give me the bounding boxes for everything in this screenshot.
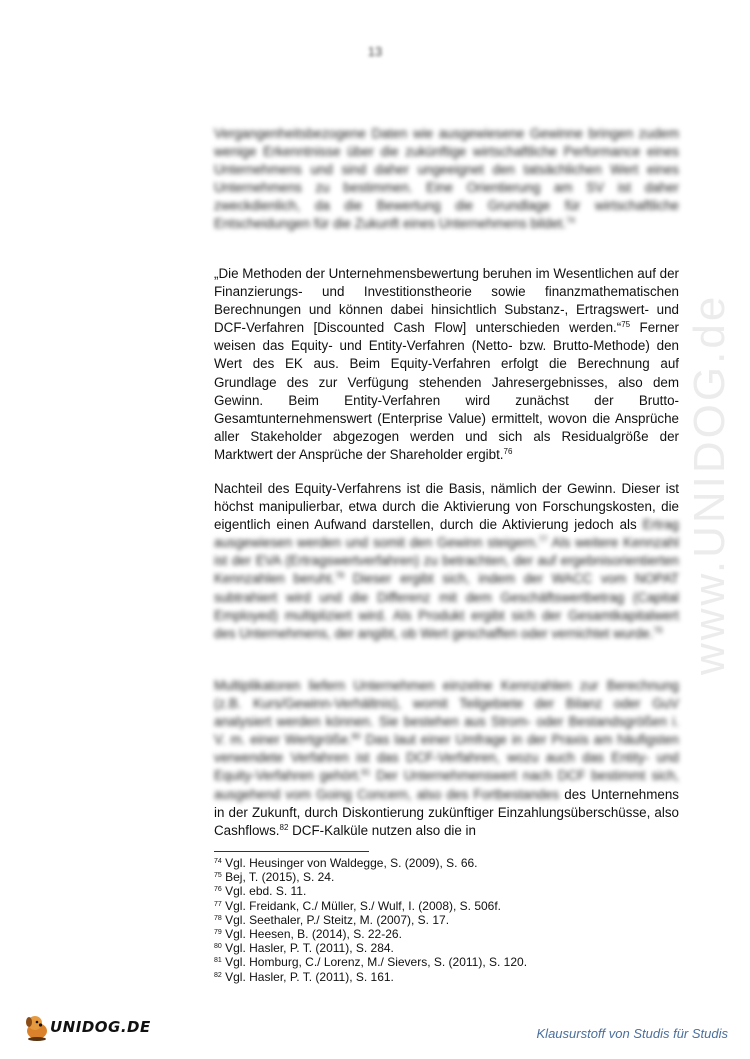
footnote-number: 77 xyxy=(214,900,222,908)
footnote-82 xyxy=(214,970,679,984)
footnote-text: Vgl. Hasler, P. T. (2011), S. 161. xyxy=(221,969,394,984)
paragraph-2-text xyxy=(214,265,679,464)
footnote-text: Vgl. Seethaler, P./ Steitz, M. (2007), S. 17. xyxy=(221,912,450,927)
paragraph-2 xyxy=(214,265,679,464)
text-run: Als weitere Kennzahl ist der EVA (Ertragswertverfahren) zu betrachten, der auf ergebnisorientierten Kennzahlen beruht. xyxy=(214,535,679,587)
text-run: Multiplikatoren liefern Unternehmen einzelne Kennzahlen zur Berechnung (z.B. Kurs/Gewinn-Verhältnis), womit Teilgebiete der Bilanz oder GuV analysiert werden können. Sie bestehen aus Strom- oder Bestandsgrößen i. V. m. einer Wertgröße. xyxy=(214,678,679,748)
text-run: Ferner weisen das Equity- und Entity-Verfahren (Netto- bzw. Brutto-Methode) den Wert des EK aus. Beim Equity-Verfahren erfolgt die Berechnung auf Grundlage des zur Verfügung stehenden Jahresergebnisses, also dem Gewinn. Beim Entity-Verfahren wird zunächst der Brutto-Gesamtunternehmenswert (Enterprise Value) ermittelt, wovon die Ansprüche aller Stakeholder abgezogen werden und sich als Residualgröße der Marktwert der Ansprüche der Shareholder ergibt. xyxy=(214,320,679,462)
footnote-ref-76[interactable]: 76 xyxy=(503,446,513,456)
footer-tagline: Klausurstoff von Studis für Studis xyxy=(536,1026,728,1041)
text-run: Dieser ergibt sich, indem der WACC vom NOPAT subtrahiert wird und die Differenz mit dem Geschäftswertbetrag (Capital Employed) multipliziert wird. Als Produkt ergibt sich der Gesamtkapitalwert des Unternehmens, der angibt, ob Wert geschaffen oder vernichtet wurde. xyxy=(214,571,679,641)
footnote-ref-77[interactable]: 77 xyxy=(538,535,548,545)
footnote-80 xyxy=(214,941,679,955)
paragraph-4-blurred-text xyxy=(214,678,679,802)
text-run: Vergangenheitsbezogene Daten wie ausgewiesene Gewinne bringen zudem wenige Erkenntnisse über die zukünftige wirtschaftliche Performance eines Unternehmens und sind daher ungeeignet den tatsächlichen Wert eines Unternehmens zu bestimmen. Eine Orientierung am SV ist daher zweckdienlich, da die Bewertung die Grundlage für wirtschaftliche Entscheidungen für die Zukunft eines Unternehmens bildet. xyxy=(214,126,679,232)
footnote-ref-81[interactable]: 81 xyxy=(361,768,371,778)
dog-mascot-icon xyxy=(22,1012,52,1042)
footnote-78 xyxy=(214,913,679,927)
footnote-ref-75[interactable]: 75 xyxy=(621,320,631,330)
text-run: „Die Methoden der Unternehmensbewertung beruhen im Wesentlichen auf der Finanzierungs- und Investitionstheorie sowie finanzmathematischen Berechnungen und können dabei hinsichtlich Substanz-, Ertragswert- und DCF-Verfahren [Discounted Cash Flow] unterschieden werden.“ xyxy=(214,266,679,336)
footnote-ref-79[interactable]: 79 xyxy=(653,625,663,635)
footnote-79 xyxy=(214,927,679,941)
unidog-logo[interactable] xyxy=(22,1012,151,1042)
footnote-ref-80[interactable]: 80 xyxy=(351,732,361,742)
footnote-number: 80 xyxy=(214,943,222,951)
footnote-number: 74 xyxy=(214,858,222,865)
logo-text: UNIDOG.DE xyxy=(50,1018,151,1036)
footnote-ref-78[interactable]: 78 xyxy=(335,571,345,581)
paragraph-1-text xyxy=(214,125,679,234)
footnote-number: 75 xyxy=(214,872,222,880)
text-run: DCF-Kalküle nutzen also die in xyxy=(288,822,476,838)
footnote-81 xyxy=(214,955,679,969)
footnote-text: Vgl. Heesen, B. (2014), S. 22-26. xyxy=(221,927,402,942)
footnote-text: Bej, T. (2015), S. 24. xyxy=(221,870,335,885)
paragraph-3-blurred-text xyxy=(214,517,679,641)
footnote-text: Vgl. Hasler, P. T. (2011), S. 284. xyxy=(221,941,394,956)
footnotes xyxy=(214,856,679,984)
footnote-text: Vgl. ebd. S. 11. xyxy=(221,884,307,899)
paragraph-4 xyxy=(214,677,679,840)
footnote-number: 79 xyxy=(214,929,222,937)
footnote-ref-82[interactable]: 82 xyxy=(279,822,289,832)
footnote-number: 76 xyxy=(214,886,222,894)
text-run: Der Unternehmenswert nach DCF bestimmt sich, ausgehend vom Going Concern, also des Fortbestandes xyxy=(214,768,679,802)
paragraph-3 xyxy=(214,480,679,643)
footnote-number: 82 xyxy=(214,971,222,979)
footnote-number: 78 xyxy=(214,914,222,922)
text-run: Das laut einer Umfrage in der Praxis am häufigsten verwendete Verfahren ist das DCF-Verfahren, wozu auch das Entity- und Equity-Verfahren gehört. xyxy=(214,732,679,784)
footnote-ref-74[interactable]: 74 xyxy=(566,216,575,226)
footnote-75 xyxy=(214,870,679,884)
text-run: des Unternehmens in der Zukunft, durch Diskontierung zukünftiger Einzahlungsüberschüsse, also Cashflows. xyxy=(214,786,679,838)
footnote-text: Vgl. Homburg, C./ Lorenz, M./ Sievers, S. (2011), S. 120. xyxy=(221,955,528,970)
footnote-text: Vgl. Heusinger von Waldegge, S. (2009), S. 66. xyxy=(221,856,478,870)
footnote-number: 81 xyxy=(214,957,222,965)
footnote-74 xyxy=(214,856,679,870)
footnote-text: Vgl. Freidank, C./ Müller, S./ Wulf, I. (2008), S. 506f. xyxy=(221,898,502,913)
page-number: 13 xyxy=(367,44,383,59)
footnote-divider xyxy=(214,851,369,852)
paragraph-3-visible-text: Nachteil des Equity-Verfahrens ist die Basis, nämlich der Gewinn. Dieser ist höchst manipulierbar, etwa durch die Aktivierung von Forschungskosten, die eigentlich einen Aufwand darstellen, durch die Aktivierung jedoch als xyxy=(214,481,679,533)
watermark: www.UNIDOG.de xyxy=(685,293,734,675)
footnote-77 xyxy=(214,899,679,913)
footnote-76 xyxy=(214,884,679,898)
text-run: Ertrag ausgewiesen werden und somit den Gewinn steigern. xyxy=(214,517,679,551)
paragraph-1 xyxy=(214,125,679,234)
